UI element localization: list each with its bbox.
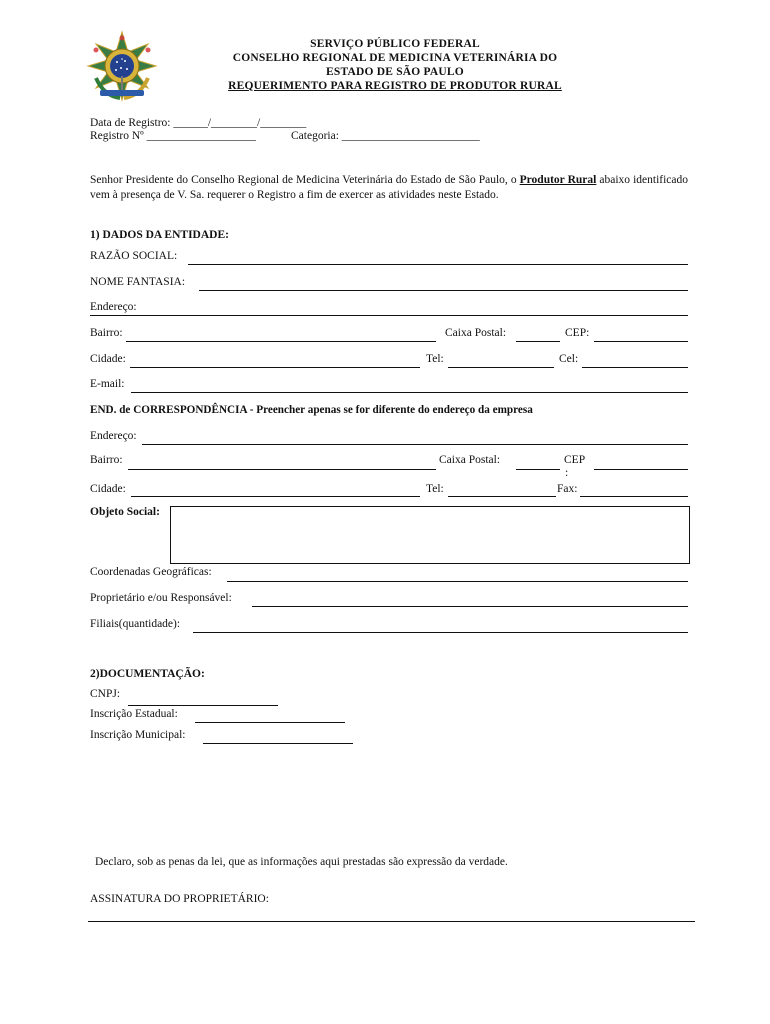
document-title: REQUERIMENTO PARA REGISTRO DE PRODUTOR RURAL [228,80,562,92]
corr-bairro-input[interactable] [128,469,436,470]
corr-caixa-postal-input[interactable] [516,469,560,470]
cnpj-label: CNPJ: [90,688,121,700]
proprietario-input[interactable] [252,606,688,607]
bairro-input[interactable] [126,341,436,342]
intro-paragraph [90,173,688,203]
endereco-label: Endereço: [90,301,137,313]
nome-fantasia-label: NOME FANTASIA: [90,276,186,288]
corr-tel-label: Tel: [426,483,444,495]
razao-social-label: RAZÃO SOCIAL: [90,250,178,262]
intro-text-before: Senhor Presidente do Conselho Regional de Medicina Veterinária do Estado de São Paulo, o [90,174,520,186]
corr-fax-input[interactable] [580,496,688,497]
bairro-label: Bairro: [90,327,123,339]
corr-cep-colon: : [565,467,569,479]
section-1-title: 1) DADOS DA ENTIDADE: [90,229,229,241]
categoria-field[interactable]: Categoria: ________________________ [291,130,480,142]
section-2-title: 2)DOCUMENTAÇÃO: [90,668,205,680]
proprietario-label: Proprietário e/ou Responsável: [90,592,232,604]
tel-input[interactable] [448,367,554,368]
inscricao-estadual-label: Inscrição Estadual: [90,708,178,720]
corr-cidade-input[interactable] [131,496,420,497]
corr-cep-input[interactable] [594,469,688,470]
objeto-social-textarea[interactable] [170,506,690,564]
coordenadas-input[interactable] [227,581,688,582]
assinatura-line[interactable] [88,921,695,922]
data-registro-field[interactable]: Data de Registro: ______/________/________ [90,117,307,129]
nome-fantasia-input[interactable] [199,290,688,291]
email-label: E-mail: [90,378,125,390]
corr-cidade-label: Cidade: [90,483,126,495]
inscricao-estadual-input[interactable] [195,722,345,723]
coordenadas-label: Coordenadas Geográficas: [90,566,212,578]
header-line-1: SERVIÇO PÚBLICO FEDERAL [310,38,480,50]
cep-input[interactable] [594,341,688,342]
cep-label: CEP: [565,327,590,339]
assinatura-label: ASSINATURA DO PROPRIETÁRIO: [90,893,269,905]
corr-cep-label: CEP [564,454,586,466]
brazil-coat-of-arms-icon [86,30,158,102]
endereco-input[interactable] [90,315,688,316]
cidade-input[interactable] [130,367,420,368]
objeto-social-label: Objeto Social: [90,506,160,518]
cnpj-input[interactable] [128,705,278,706]
filiais-input[interactable] [193,632,688,633]
corr-tel-input[interactable] [448,496,556,497]
corr-endereco-label: Endereço: [90,430,137,442]
razao-social-input[interactable] [188,264,688,265]
corr-caixa-postal-label: Caixa Postal: [439,454,501,466]
header-line-2: CONSELHO REGIONAL DE MEDICINA VETERINÁRIA DO [232,52,558,64]
correspondencia-title: END. de CORRESPONDÊNCIA - Preencher apenas se for diferente do endereço da empresa [90,404,533,416]
cel-label: Cel: [559,353,579,365]
inscricao-municipal-input[interactable] [203,743,353,744]
corr-bairro-label: Bairro: [90,454,123,466]
header-line-3: ESTADO DE SÃO PAULO [326,66,464,78]
filiais-label: Filiais(quantidade): [90,618,181,630]
registro-numero-field[interactable]: Registro Nº ___________________ [90,130,256,142]
cel-input[interactable] [582,367,688,368]
caixa-postal-label: Caixa Postal: [445,327,507,339]
corr-fax-label: Fax: [557,483,578,495]
corr-endereco-input[interactable] [142,444,688,445]
inscricao-municipal-label: Inscrição Municipal: [90,729,186,741]
tel-label: Tel: [426,353,444,365]
caixa-postal-input[interactable] [516,341,560,342]
email-input[interactable] [131,392,688,393]
intro-highlight: Produtor Rural [519,174,597,186]
intro-text-after: abaixo identificado vem à presença de V. Sa. requerer o Registro a fim de exercer as atividades neste Estado. [90,174,688,201]
cidade-label: Cidade: [90,353,126,365]
declaracao-text: Declaro, sob as penas da lei, que as informações aqui prestadas são expressão da verdade. [95,856,508,868]
